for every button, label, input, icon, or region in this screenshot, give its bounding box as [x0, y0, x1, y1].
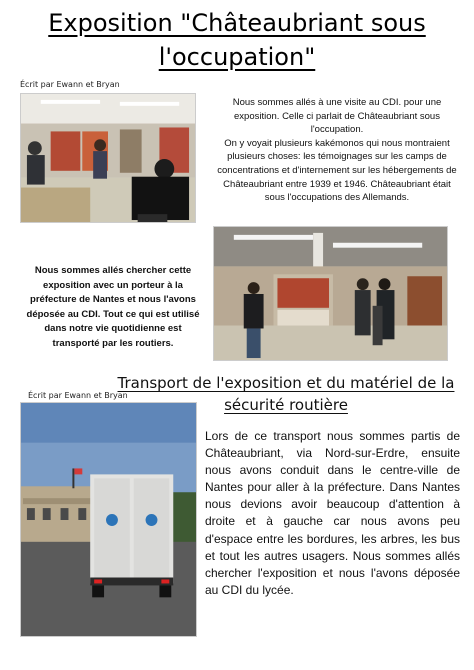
truck-prefecture-photo — [20, 402, 197, 637]
section-title: Transport de l'exposition et du matériel de la sécurité routière — [117, 374, 455, 414]
intro-paragraph: Nous sommes allés à une visite au CDI. pour une exposition. Celle ci parlait de Châteaubriant sous l'occupation. On y voyait plusieurs kakémonos qui nous montraient plusieurs choses: les témoignages sur les camps de concentrations et d'internement sur les hébergements de Châteaubriant entre 1939 et 1946. Châteaubriant était sous l'occupations des Allemands. — [217, 97, 457, 204]
section-paragraph: Lors de ce transport nous sommes partis de Châteaubriant, via Nord-sur-Erdre, ensuite nous avons conduit dans le centre-ville de Nantes pour aller à la préfecture. Dans Nantes nous devions avoir beaucoup d'attention à droite et à gauche car nous avons peu d'espace entre les bordures, les arbres, les bus et tout les autres usagers. Nous sommes allés chercher l'exposition et nous l'avons déposée au CDI du lycée. — [205, 429, 460, 597]
exhibition-panels-photo — [213, 226, 448, 361]
page-title: Exposition "Châteaubriant sous l'occupation" — [48, 9, 426, 71]
byline: Écrit par Ewann et Bryan — [20, 80, 120, 89]
byline: Écrit par Ewann et Bryan — [28, 391, 128, 400]
bold-paragraph: Nous sommes allés chercher cette exposition avec un porteur à la préfecture de Nantes et nous l'avons déposée au CDI. Tout ce qui est utilisé dans notre vie quotidienne est transporté par les routiers. — [26, 265, 200, 349]
cdi-visit-photo — [20, 93, 196, 223]
